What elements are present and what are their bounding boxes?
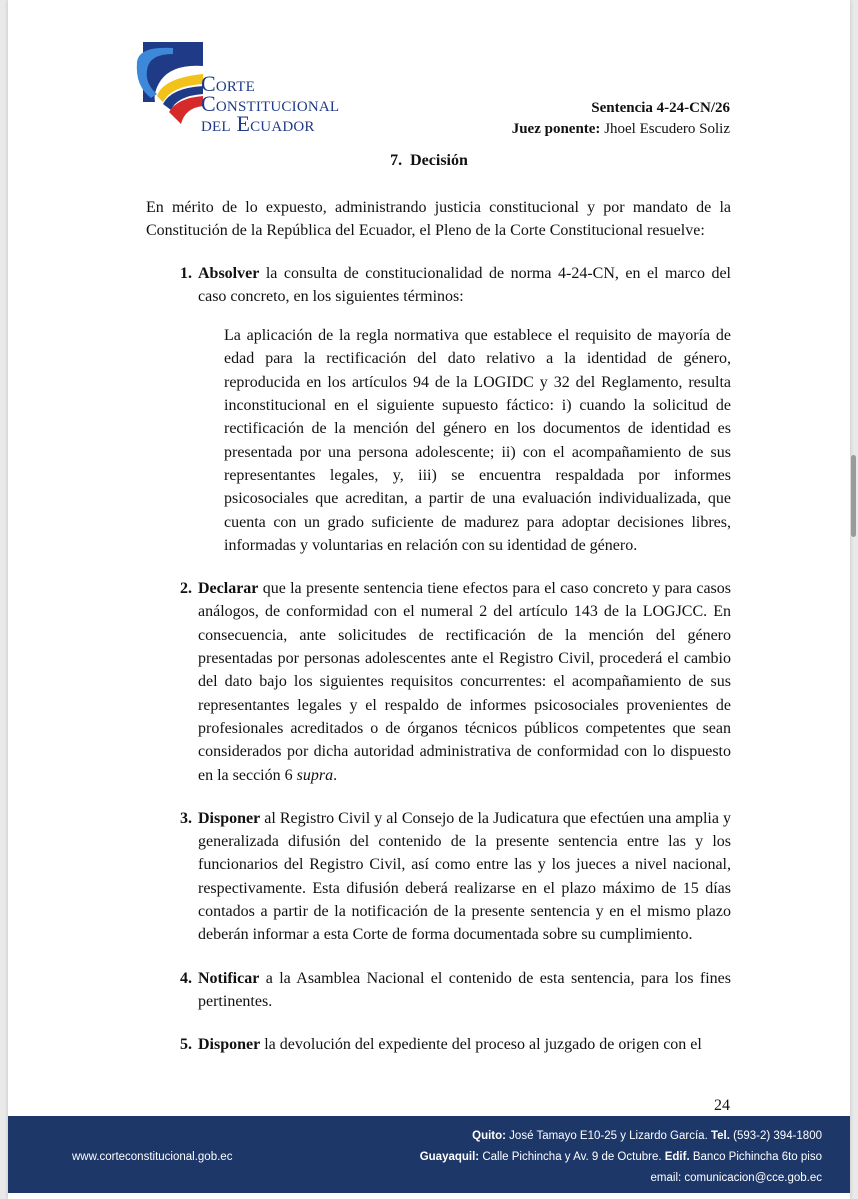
court-logo xyxy=(133,40,373,135)
quito-label: Quito: xyxy=(472,1130,506,1142)
item-end: . xyxy=(333,766,338,784)
section-heading xyxy=(8,152,850,170)
sentence-label: Sentencia 4-24-CN/26 xyxy=(591,100,730,116)
page-number: 24 xyxy=(714,1097,730,1114)
item-text: que la presente sentencia tiene efectos para el caso concreto y para casos análogos, de conformidad con el numeral 2 del artículo 143 de la LOGJCC. En consecuencia, ante solicitudes de rectificación de la mención del género presentadas por personas adolescentes ante el Registro Civil, procederá el cambio del dato bajo los siguientes requisitos concurrentes: el acompañamiento de sus representantes legales y el respaldo de informes psicosociales provenientes de profesionales acreditados o de órganos técnicos públicos competentes que sean considerados por dicha autoridad administrativa de conformidad con lo dispuesto en la sección 6 xyxy=(198,580,731,784)
footer-website[interactable]: www.corteconstitucional.gob.ec xyxy=(72,1151,233,1163)
footer-quito-line xyxy=(420,1126,822,1147)
section-number: 7. xyxy=(390,152,403,169)
judge-label: Juez ponente: xyxy=(511,121,601,137)
item-text: la consulta de constitucionalidad de norma 4-24-CN, en el marco del caso concreto, en los siguientes términos: xyxy=(198,264,731,305)
court-emblem-icon xyxy=(133,40,203,135)
item-text: la devolución del expediente del proceso al juzgado de origen con el xyxy=(260,1036,702,1054)
item-verb: Disponer xyxy=(198,1036,261,1054)
item-verb: Declarar xyxy=(198,580,259,598)
item-number: 2. xyxy=(180,580,192,598)
document-reference xyxy=(512,98,730,140)
item-verb: Notificar xyxy=(198,969,260,987)
document-page xyxy=(8,0,850,1199)
footer-email[interactable]: email: comunicacion@cce.gob.ec xyxy=(650,1172,822,1184)
logo-line-3: del Ecuador xyxy=(201,111,315,136)
tel-value: (593-2) 394-1800 xyxy=(729,1130,822,1142)
item-italic: supra xyxy=(296,766,334,784)
item-verb: Absolver xyxy=(198,264,260,282)
edif-value: Banco Pichincha 6to piso xyxy=(689,1151,822,1163)
document-body xyxy=(146,196,731,1077)
decision-item-5 xyxy=(146,1033,731,1056)
tel-label: Tel. xyxy=(710,1130,730,1142)
item-text: a la Asamblea Nacional el contenido de esta sentencia, para los fines pertinentes. xyxy=(198,969,731,1010)
item-verb: Disponer xyxy=(198,809,261,827)
scrollbar-thumb[interactable] xyxy=(851,455,856,537)
quoted-rule: La aplicación de la regla normativa que establece el requisito de mayoría de edad para la rectificación del dato relativo a la identidad de género, reproducida en los artículos 94 de la LOGIDC y 32 del Reglamento, resulta inconstitucional en el siguiente supuesto fáctico: i) cuando la solicitud de rectificación de la mención del género en los documentos de identidad es presentada por una persona adolescente; ii) con el acompañamiento de sus representantes legales, y, iii) se encuentra respaldada por informes psicosociales que acreditan, a partir de una evaluación individualizada, que cuenta con un grado suficiente de madurez para adoptar decisiones libres, informadas y voluntarias en relación con su identidad de género. xyxy=(224,327,731,554)
quito-address: José Tamayo E10-25 y Lizardo García. xyxy=(505,1130,711,1142)
decision-item-1 xyxy=(146,262,731,558)
item-number: 5. xyxy=(180,1036,192,1054)
judge-name: Jhoel Escudero Soliz xyxy=(604,121,730,137)
decision-item-3 xyxy=(146,807,731,947)
edif-label: Edif. xyxy=(664,1151,690,1163)
footer-contact xyxy=(420,1126,822,1189)
intro-paragraph: En mérito de lo expuesto, administrando justicia constitucional y por mandato de la Constitución de la República del Ecuador, el Pleno de la Corte Constitucional resuelve: xyxy=(146,199,731,240)
decision-item-4 xyxy=(146,967,731,1014)
item-number: 3. xyxy=(180,809,192,827)
item-number: 1. xyxy=(180,264,192,282)
logo-wordmark xyxy=(201,71,340,136)
logo-line-2: Constitucional xyxy=(201,91,340,116)
item-text: al Registro Civil y al Consejo de la Judicatura que efectúen una amplia y generalizada difusión del contenido de la presente sentencia entre las y los funcionarios del Registro Civil, así como entre las y los jueces a nivel nacional, respectivamente. Esta difusión deberá realizarse en el plazo máximo de 15 días contados a partir de la notificación de la presente sentencia y en el mismo plazo deberán informar a esta Corte de forma documentada sobre su cumplimiento. xyxy=(198,809,731,944)
decision-item-2 xyxy=(146,577,731,787)
page-footer xyxy=(8,1116,850,1193)
item-number: 4. xyxy=(180,969,192,987)
guayaquil-address: Calle Pichincha y Av. 9 de Octubre. xyxy=(479,1151,665,1163)
section-title: Decisión xyxy=(410,152,468,169)
logo-line-1: Corte xyxy=(201,71,255,96)
footer-guayaquil-line xyxy=(420,1147,822,1168)
guayaquil-label: Guayaquil: xyxy=(419,1151,480,1163)
